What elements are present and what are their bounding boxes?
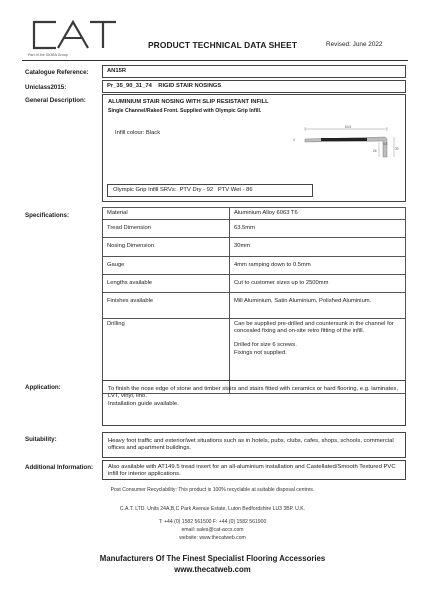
specifications-label: Specifications: bbox=[25, 212, 70, 219]
catalogue-box bbox=[102, 65, 406, 78]
recyclability-note: Post Consumer Recyclability: This product is 100% recyclable at suitable disposal centres. bbox=[110, 487, 315, 493]
suitability-label: Suitability: bbox=[25, 436, 57, 443]
spec-value: 4mm ramping down to 0.5mm bbox=[230, 256, 406, 274]
srv-box bbox=[107, 184, 313, 197]
header-divider bbox=[22, 60, 408, 61]
page-title: PRODUCT TECHNICAL DATA SHEET bbox=[148, 40, 298, 50]
spec-key: Nosing Dimension bbox=[103, 238, 230, 256]
uniclass-box bbox=[102, 80, 406, 93]
company-email: email: sales@cat-accs.com bbox=[181, 527, 244, 533]
table-row bbox=[103, 220, 406, 238]
spec-key: Drilling bbox=[103, 319, 230, 394]
spec-key: Material bbox=[103, 208, 230, 220]
dim-inner: 26 bbox=[373, 149, 377, 153]
company-address: C.A.T. LTD. Units 24A,B,C Park Avenue Estate, Luton Bedfordshire LU3 3BP. U.K. bbox=[119, 506, 306, 512]
drilling-text: Can be supplied pre-drilled and countersunk in the channel for concealed fixing and on-site retro fitting of the infill. bbox=[234, 321, 394, 335]
logo-subtitle: Part of the IGOBA Group bbox=[28, 53, 68, 57]
suitability-text: Heavy foot traffic and exterior/wet situations such as in hotels, pubs, clubs, cafes, shops, schools, commercial offices and apartment buildings. bbox=[108, 438, 394, 452]
company-phone: T: +44 (0) 1582 561500 F: +44 (0) 1582 561900 bbox=[158, 519, 267, 525]
infill-colour: Infill colour: Black bbox=[115, 130, 161, 136]
uniclass-label: Uniclass2015: bbox=[25, 84, 67, 91]
general-subtitle: Single Channel/Raked Front. Supplied with Olympic Grip Infill. bbox=[108, 108, 262, 114]
application-guide: Installation guide available. bbox=[108, 401, 179, 407]
manufacturer-url: www.thecatweb.com bbox=[174, 565, 251, 574]
nosing-profile-diagram bbox=[291, 125, 401, 175]
srv-values: Olympic Grip Infill SRVs: PTV Dry - 92 PTV Wet - 86 bbox=[113, 187, 253, 193]
revised-date: Revised: June 2022 bbox=[326, 41, 383, 48]
application-label: Application: bbox=[25, 384, 61, 391]
general-title: ALUMINIUM STAIR NOSING WITH SLIP RESISTANT INFILL bbox=[108, 99, 269, 105]
catalogue-value: AN15R bbox=[107, 68, 127, 74]
spec-value: Cut to customer sizes up to 2500mm bbox=[230, 274, 406, 292]
catalogue-label: Catalogue Reference: bbox=[25, 69, 89, 76]
additional-info-label: Additional Information: bbox=[25, 464, 94, 471]
table-row bbox=[103, 293, 406, 319]
dim-gauge: 4 bbox=[293, 138, 295, 142]
spec-value: Aluminium Alloy 6063 T6 bbox=[230, 208, 406, 220]
spec-key: Finishes available bbox=[103, 293, 230, 319]
spec-value: 30mm bbox=[230, 238, 406, 256]
table-row bbox=[103, 208, 406, 220]
specifications-table bbox=[102, 207, 406, 394]
suitability-box bbox=[102, 432, 406, 458]
cat-logo-icon bbox=[28, 18, 120, 52]
spec-key: Lengths available bbox=[103, 274, 230, 292]
spec-value: 63.5mm bbox=[230, 220, 406, 238]
manufacturer-tagline: Manufacturers Of The Finest Specialist Flooring Accessories bbox=[99, 554, 326, 563]
drilling-fixings: Fixings not supplied. bbox=[234, 349, 287, 356]
dim-lip: 4.5 bbox=[383, 142, 388, 146]
table-row bbox=[103, 238, 406, 256]
dim-nosing: 30 bbox=[395, 147, 399, 151]
additional-info-box bbox=[102, 460, 406, 480]
spec-key: Gauge bbox=[103, 256, 230, 274]
cat-logo bbox=[28, 18, 120, 52]
dim-tread: 63.5 bbox=[345, 125, 352, 129]
additional-info-text: Also available with AT149.5 tread insert for an all-aluminium installation and Castellated/Smooth Textured PVC infill for interior applications. bbox=[108, 464, 396, 478]
spec-value: Mill Aluminium, Satin Aluminium, Polished Aluminium. bbox=[230, 293, 406, 319]
table-row bbox=[103, 274, 406, 292]
general-description-box bbox=[102, 94, 406, 202]
table-row bbox=[103, 256, 406, 274]
application-box bbox=[102, 380, 406, 426]
general-description-label: General Description: bbox=[25, 97, 86, 104]
drilling-screws: Drilled for size 6 screws. bbox=[234, 342, 297, 349]
spec-key: Tread Dimension bbox=[103, 220, 230, 238]
application-text: To finish the nose edge of stone and timber stairs and stairs fitted with ceramics or hard flooring, e.g. laminates, LVT, vinyl, lino. bbox=[108, 386, 399, 400]
uniclass-value: Pr_35_90_31_74 RIGID STAIR NOSINGS bbox=[107, 83, 222, 89]
company-website: website: www.thecatweb.com bbox=[179, 535, 246, 541]
